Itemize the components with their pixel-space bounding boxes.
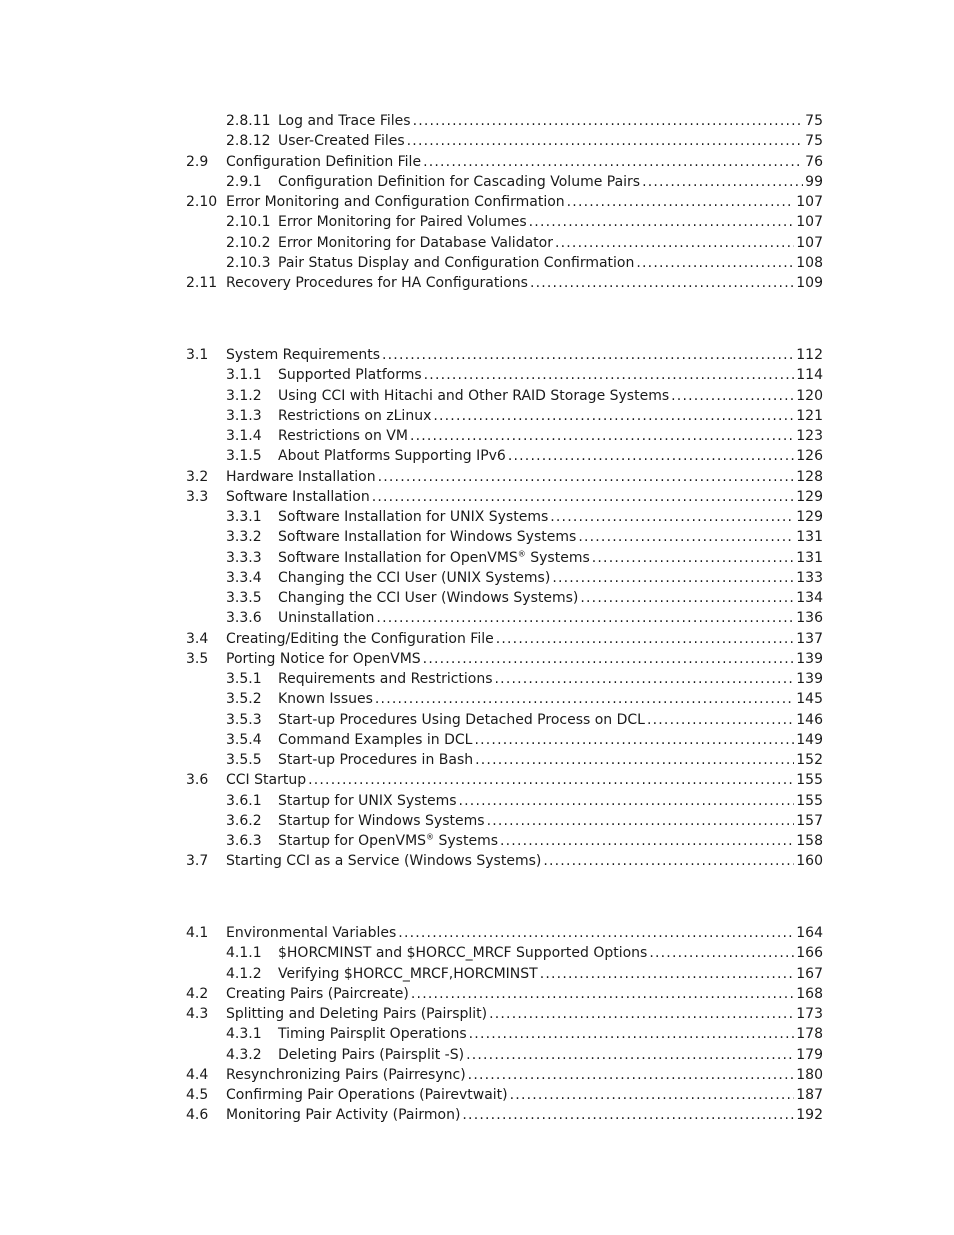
dot-leader (475, 750, 794, 770)
toc-entry[interactable] (186, 923, 823, 943)
dot-leader (550, 507, 794, 527)
toc-entry-number: 3.1.4 (226, 428, 262, 444)
toc-entry-title (278, 548, 590, 568)
toc-entry-title-text: Known Issues (278, 691, 373, 708)
toc-entry[interactable] (226, 811, 823, 831)
dot-leader (462, 1105, 794, 1125)
toc-entry-page: 179 (796, 1046, 823, 1063)
toc-entry[interactable] (226, 1024, 823, 1044)
toc-entry-title-text: Timing Pairsplit Operations (278, 1026, 467, 1043)
toc-entry-title (278, 750, 473, 770)
dot-leader (489, 1004, 794, 1024)
toc-entry[interactable] (226, 426, 823, 446)
toc-entry-number: 3.4 (186, 630, 209, 647)
toc-entry-title (226, 273, 528, 293)
dot-leader (508, 446, 794, 466)
toc-entry-title (278, 1024, 467, 1044)
toc-entry-number: 3.1 (186, 347, 209, 363)
toc-entry-title (278, 212, 527, 232)
toc-entry-title-text: Software Installation for OpenVMS (278, 549, 518, 566)
toc-entry[interactable] (226, 131, 823, 151)
toc-entry-number: 3.5.5 (226, 752, 262, 768)
toc-entry-title (278, 689, 373, 709)
toc-entry-number: 2.9 (186, 153, 209, 170)
toc-entry-title-text: Changing the CCI User (Windows Systems) (278, 590, 579, 606)
toc-entry-page: 131 (796, 529, 823, 546)
toc-entry-page: 164 (796, 925, 823, 941)
toc-entry-title-text: Resynchronizing Pairs (Pairresync) (226, 1066, 466, 1083)
toc-entry-number: 3.3.2 (226, 529, 262, 546)
toc-entry[interactable] (186, 629, 823, 649)
toc-entry-page: 155 (796, 792, 823, 809)
toc-entry-number: 3.5.4 (226, 731, 262, 748)
toc-entry-title (278, 131, 405, 151)
toc-entry-page: 167 (796, 965, 823, 982)
dot-leader (487, 811, 795, 831)
toc-entry[interactable] (226, 710, 823, 730)
toc-entry-number: 3.3.5 (226, 590, 262, 606)
toc-entry[interactable] (226, 750, 823, 770)
toc-entry-title (278, 730, 472, 750)
toc-entry[interactable] (226, 588, 823, 608)
dot-leader (529, 212, 795, 232)
toc-entry[interactable] (186, 467, 823, 487)
toc-entry-number: 4.1 (186, 925, 209, 941)
toc-entry-title-text: Log and Trace Files (278, 113, 411, 129)
toc-entry-title (278, 111, 411, 131)
toc-entry-title-text: Porting Notice for OpenVMS (226, 650, 421, 667)
toc-entry-title (278, 568, 550, 588)
toc-entry-title-text: Startup for UNIX Systems (278, 792, 457, 809)
toc-entry[interactable] (226, 212, 823, 232)
toc-entry-number: 3.6.1 (226, 792, 262, 809)
toc-entry-title-text: Start-up Procedures Using Detached Process on DCL (278, 711, 645, 728)
toc-entry-title-text: Monitoring Pair Activity (Pairmon) (226, 1107, 461, 1124)
dot-leader (413, 111, 804, 131)
dot-leader (423, 649, 795, 669)
toc-entry-title (278, 527, 576, 547)
dot-leader (469, 1024, 795, 1044)
toc-entry-title-text: Error Monitoring for Database Validator (278, 234, 553, 251)
toc-entry-title (278, 791, 457, 811)
toc-entry-title (226, 467, 376, 487)
toc-entry-number: 2.8.12 (226, 133, 271, 150)
toc-entry-page: 192 (796, 1107, 823, 1124)
toc-entry-page: 126 (796, 448, 823, 465)
dot-leader (376, 608, 794, 628)
toc-entry[interactable] (186, 1105, 823, 1125)
toc-entry-page: 158 (796, 833, 823, 849)
toc-entry[interactable] (226, 386, 823, 406)
toc-entry[interactable] (186, 1065, 823, 1085)
toc-entry-title (278, 1045, 464, 1065)
toc-entry[interactable] (226, 111, 823, 131)
toc-entry[interactable] (226, 548, 823, 568)
toc-entry-page: 146 (796, 711, 823, 728)
dot-leader (580, 588, 794, 608)
toc-entry-title-text: Using CCI with Hitachi and Other RAID Storage Systems (278, 387, 670, 404)
toc-entry[interactable] (186, 152, 823, 172)
toc-entry-title (226, 629, 494, 649)
toc-entry-title (226, 487, 370, 507)
toc-entry-page: 180 (796, 1066, 823, 1083)
dot-leader (567, 192, 795, 212)
toc-entry-title (278, 253, 634, 273)
toc-entry-page: 155 (796, 772, 823, 789)
toc-entry-number: 2.9.1 (226, 173, 262, 190)
toc-entry-title-text: Creating Pairs (Paircreate) (226, 985, 409, 1002)
dot-leader (375, 689, 794, 709)
toc-entry-number: 2.10 (186, 194, 218, 210)
toc-entry-number: 2.11 (186, 275, 218, 291)
toc-entry[interactable] (186, 649, 823, 669)
toc-entry-title (226, 1105, 460, 1125)
toc-entry-title (278, 811, 485, 831)
toc-entry-number: 3.6 (186, 772, 209, 789)
toc-entry-number: 3.1.2 (226, 387, 262, 404)
toc-entry-title (226, 345, 380, 365)
dot-leader (466, 1045, 794, 1065)
dot-leader (372, 487, 795, 507)
toc-entry-title (226, 1085, 508, 1105)
toc-entry-page: 139 (796, 650, 823, 667)
toc-entry[interactable] (186, 1004, 823, 1024)
toc-entry[interactable] (186, 851, 823, 871)
toc-entry[interactable] (226, 406, 823, 426)
dot-leader (495, 669, 795, 689)
toc-entry-page: 109 (796, 275, 823, 291)
toc-entry-number: 3.6.3 (226, 833, 262, 849)
toc-entry-title (278, 964, 538, 984)
dot-leader (474, 730, 794, 750)
dot-leader (433, 406, 794, 426)
dot-leader (423, 152, 803, 172)
toc-entry-page: 139 (796, 671, 823, 687)
toc-entry-number: 3.1.1 (226, 367, 262, 384)
toc-entry-title (278, 710, 645, 730)
toc-entry-number: 2.10.2 (226, 234, 271, 251)
dot-leader (540, 964, 795, 984)
toc-entry-number: 3.7 (186, 853, 209, 870)
toc-entry[interactable] (186, 1085, 823, 1105)
dot-leader (496, 629, 795, 649)
toc-entry-title (278, 943, 647, 963)
toc-entry-number: 4.1.1 (226, 945, 262, 962)
toc-entry[interactable] (186, 273, 823, 293)
toc-entry-number: 3.3.4 (226, 569, 262, 586)
toc-entry-title (226, 192, 565, 212)
toc-entry-page: 121 (796, 407, 823, 424)
dot-leader (552, 568, 794, 588)
toc-entry[interactable] (186, 984, 823, 1004)
toc-entry-title-text: About Platforms Supporting IPv6 (278, 448, 506, 465)
toc-entry-title (278, 386, 669, 406)
toc-entry-number: 4.3.2 (226, 1046, 262, 1063)
toc-entry-title (226, 649, 421, 669)
dot-leader (530, 273, 794, 293)
dot-leader (543, 851, 794, 871)
toc-entry-title (278, 233, 553, 253)
toc-entry-number: 3.3.6 (226, 610, 262, 627)
toc-entry-title-text: Splitting and Deleting Pairs (Pairsplit) (226, 1006, 488, 1022)
toc-entry-number: 4.5 (186, 1087, 209, 1103)
toc-entry-title (278, 426, 408, 446)
toc-entry-title-text: Restrictions on zLinux (278, 407, 432, 424)
toc-entry-number: 3.2 (186, 468, 209, 485)
toc-entry-number: 4.2 (186, 985, 209, 1002)
toc-entry[interactable] (226, 943, 823, 963)
dot-leader (510, 1085, 795, 1105)
toc-entry-title-text: Changing the CCI User (UNIX Systems) (278, 569, 551, 586)
toc-entry-page: 107 (796, 214, 823, 231)
toc-entry-title (278, 507, 548, 527)
dot-leader (649, 943, 794, 963)
toc-entry-page: 134 (796, 590, 823, 606)
toc-entry-title-text: Software Installation (226, 488, 370, 505)
toc-entry-page: 128 (796, 468, 823, 485)
toc-entry-page: 75 (805, 113, 823, 129)
toc-entry-number: 2.10.3 (226, 254, 271, 271)
toc-entry-number: 3.1.3 (226, 407, 262, 424)
toc-entry-title-text: Verifying $HORCC_MRCF,HORCMINST (278, 965, 538, 982)
toc-entry-number: 4.3 (186, 1006, 209, 1022)
dot-leader (378, 467, 795, 487)
toc-entry-page: 108 (796, 254, 823, 271)
toc-entry-title-text: Error Monitoring for Paired Volumes (278, 214, 527, 231)
toc-entry-number: 4.1.2 (226, 965, 262, 982)
toc-entry-title-text: Start-up Procedures in Bash (278, 752, 474, 768)
toc-entry-title (226, 1004, 487, 1024)
toc-entry-title-text: CCI Startup (226, 772, 307, 789)
toc-entry-title-text: Environmental Variables (226, 925, 397, 941)
toc-entry-number: 2.10.1 (226, 214, 271, 231)
toc-entry-title-text: Restrictions on VM (278, 428, 408, 444)
toc-entry-title-text: Confirming Pair Operations (Pairevtwait) (226, 1087, 508, 1103)
toc-entry-title-text: Creating/Editing the Configuration File (226, 630, 494, 647)
registered-mark: ® (426, 832, 435, 842)
toc-entry-title (278, 669, 493, 689)
toc-entry-page: 152 (796, 752, 823, 768)
toc-entry[interactable] (226, 791, 823, 811)
toc-entry-title-text: Startup for OpenVMS (278, 833, 427, 849)
toc-entry[interactable] (226, 964, 823, 984)
toc-entry[interactable] (226, 233, 823, 253)
toc-entry-page: 129 (796, 488, 823, 505)
toc-entry-number: 2.8.11 (226, 113, 271, 129)
toc-entry-page: 166 (796, 945, 823, 962)
toc-entry-page: 178 (796, 1026, 823, 1043)
toc-entry[interactable] (226, 253, 823, 273)
toc-entry-title-text: Starting CCI as a Service (Windows Systems) (226, 853, 542, 870)
toc-entry-page: 107 (796, 234, 823, 251)
toc-entry-page: 120 (796, 387, 823, 404)
dot-leader (500, 831, 794, 851)
toc-entry-page: 99 (805, 173, 823, 190)
toc-entry-number: 4.3.1 (226, 1026, 262, 1043)
toc-entry[interactable] (226, 568, 823, 588)
toc-entry-title (226, 770, 306, 790)
toc-entry-title (278, 831, 498, 851)
toc-entry-title-text: User-Created Files (278, 133, 405, 150)
toc-entry-number: 3.5.2 (226, 691, 262, 708)
toc-entry-page: 76 (805, 153, 823, 170)
toc-entry-page: 157 (796, 812, 823, 829)
toc-entry-title-text: Software Installation for Windows Systems (278, 529, 577, 546)
toc-entry-page: 168 (796, 985, 823, 1002)
toc-entry-title-text: Recovery Procedures for HA Configurations (226, 275, 528, 291)
toc-entry-title-text: Configuration Definition for Cascading Volume Pairs (278, 173, 641, 190)
dot-leader (308, 770, 794, 790)
toc-entry-number: 3.5 (186, 650, 209, 667)
toc-entry-title (226, 923, 396, 943)
toc-entry-title-text: Supported Platforms (278, 367, 422, 384)
toc-entry-title-text: Requirements and Restrictions (278, 671, 493, 687)
dot-leader (647, 710, 794, 730)
dot-leader (459, 791, 795, 811)
toc-entry-title-text: Error Monitoring and Configuration Confirmation (226, 194, 565, 210)
toc-entry[interactable] (226, 608, 823, 628)
toc-entry[interactable] (186, 770, 823, 790)
toc-entry-title (226, 1065, 466, 1085)
toc-entry-page: 75 (805, 133, 823, 150)
toc-entry[interactable] (226, 669, 823, 689)
dot-leader (671, 386, 794, 406)
toc-entry-page: 187 (796, 1087, 823, 1103)
dot-leader (592, 548, 795, 568)
dot-leader (642, 172, 803, 192)
toc-entry-page: 145 (796, 691, 823, 708)
toc-entry-page: 112 (796, 347, 823, 363)
toc-entry-page: 129 (796, 509, 823, 525)
dot-leader (636, 253, 794, 273)
toc-entry-title-text: $HORCMINST and $HORCC_MRCF Supported Options (278, 945, 648, 962)
dot-leader (407, 131, 804, 151)
toc-entry[interactable] (226, 831, 823, 851)
toc-entry[interactable] (186, 192, 823, 212)
toc-entry-title (226, 152, 421, 172)
toc-entry[interactable] (226, 527, 823, 547)
toc-entry[interactable] (226, 1045, 823, 1065)
dot-leader (410, 426, 794, 446)
toc-entry-title-text: Uninstallation (278, 610, 375, 627)
toc-entry-title-text: Pair Status Display and Configuration Confirmation (278, 254, 635, 271)
toc-entry-page: 160 (796, 853, 823, 870)
toc-entry-number: 3.5.3 (226, 711, 262, 728)
toc-entry-number: 3.3.3 (226, 549, 262, 566)
toc-entry[interactable] (226, 446, 823, 466)
toc-entry-title-suffix: Systems (525, 549, 590, 566)
toc-entry-title (226, 851, 541, 871)
toc-entry[interactable] (226, 730, 823, 750)
toc-entry-number: 3.6.2 (226, 812, 262, 829)
toc-entry-number: 4.4 (186, 1066, 209, 1083)
dot-leader (468, 1065, 795, 1085)
dot-leader (411, 984, 794, 1004)
toc-entry[interactable] (226, 172, 823, 192)
dot-leader (424, 365, 795, 385)
toc-entry-number: 3.3 (186, 488, 209, 505)
toc-entry-title-text: Deleting Pairs (Pairsplit -S) (278, 1046, 465, 1063)
toc-entry-page: 173 (796, 1006, 823, 1022)
toc-entry[interactable] (226, 365, 823, 385)
toc-entry-page: 131 (796, 549, 823, 566)
toc-entry-page: 123 (796, 428, 823, 444)
toc-entry-number: 3.1.5 (226, 448, 262, 465)
toc-entry-number: 3.5.1 (226, 671, 262, 687)
toc-entry-title-text: System Requirements (226, 347, 380, 363)
toc-entry[interactable] (186, 345, 823, 365)
toc-entry-title-text: Configuration Definition File (226, 153, 422, 170)
toc-entry-title (278, 172, 640, 192)
toc-entry-title (278, 446, 506, 466)
toc-entry-page: 137 (796, 630, 823, 647)
registered-mark: ® (517, 548, 526, 558)
dot-leader (382, 345, 794, 365)
toc-entry-page: 114 (796, 367, 823, 384)
toc-entry-page: 136 (796, 610, 823, 627)
toc-entry-title (278, 608, 374, 628)
toc-entry-page: 149 (796, 731, 823, 748)
toc-entry-title (278, 588, 578, 608)
toc-entry-title-text: Command Examples in DCL (278, 731, 473, 748)
toc-entry-title (226, 984, 409, 1004)
dot-leader (555, 233, 794, 253)
toc-entry-page: 107 (796, 194, 823, 210)
toc-entry[interactable] (226, 507, 823, 527)
toc-entry-title-text: Hardware Installation (226, 468, 376, 485)
toc-entry-page: 133 (796, 569, 823, 586)
toc-entry-number: 3.3.1 (226, 509, 262, 525)
dot-leader (578, 527, 794, 547)
toc-entry-title-text: Startup for Windows Systems (278, 812, 485, 829)
toc-entry[interactable] (226, 689, 823, 709)
dot-leader (398, 923, 794, 943)
toc-entry[interactable] (186, 487, 823, 507)
toc-entry-number: 4.6 (186, 1107, 209, 1124)
toc-entry-title-text: Software Installation for UNIX Systems (278, 509, 549, 525)
toc-entry-title-suffix: Systems (434, 833, 498, 849)
toc-entry-title (278, 406, 431, 426)
toc-entry-title (278, 365, 422, 385)
